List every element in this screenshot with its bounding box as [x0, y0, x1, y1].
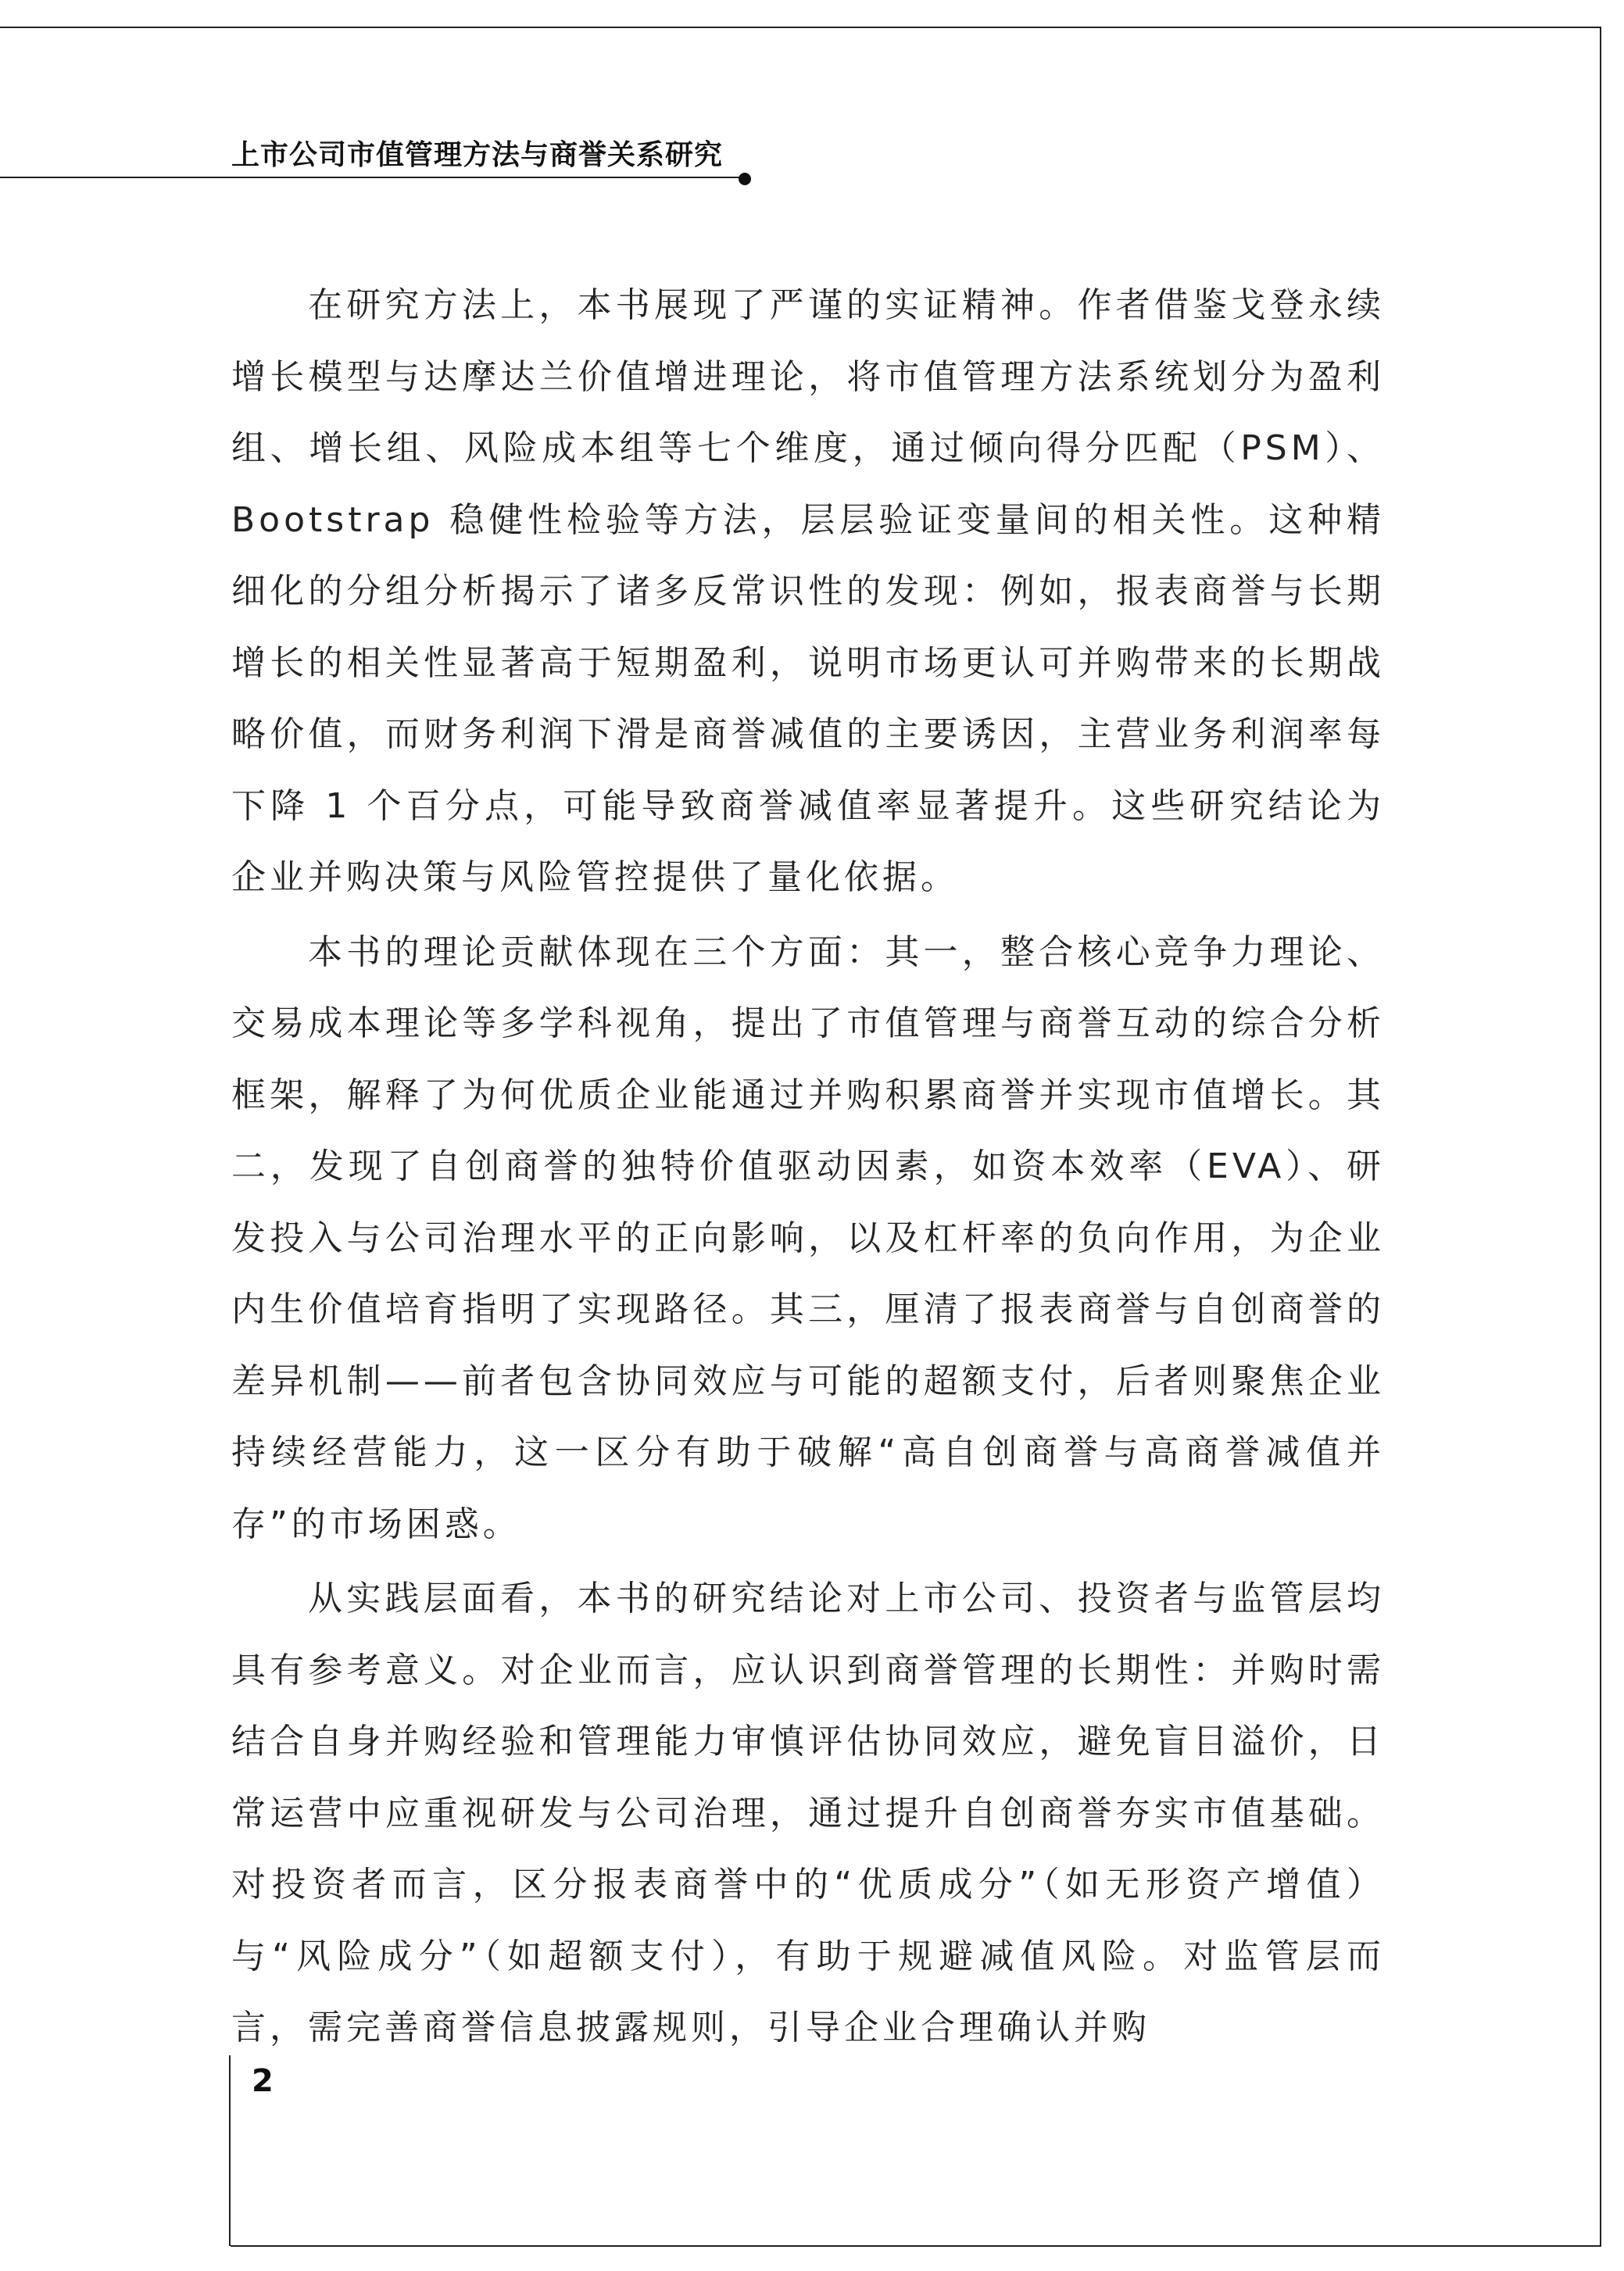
paragraph-research-method: 在研究方法上，本书展现了严谨的实证精神。作者借鉴戈登永续增长模型与达摩达兰价值增进理论，将市值管理方法系统划分为盈利组、增长组、风险成本组等七个维度，通过倾向得分匹配（PSM）、Bootstrap 稳健性检验等方法，层层验证变量间的相关性。这种精细化的分组分析揭示了诸多反常识性的发现：例如，报表商誉与长期增长的相关性显著高于短期盈利，说明市场更认可并购带来的长期战略价值，而财务利润下滑是商誉减值的主要诱因，主营业务利润率每下降 1 个百分点，可能导致商誉减值率显著提升。这些研究结论为企业并购决策与风险管控提供了量化依据。: [231, 285, 1385, 897]
page-frame-bottom-rule: [231, 2245, 1601, 2247]
header-rule: [0, 177, 746, 178]
paragraph-theoretical-contribution: 本书的理论贡献体现在三个方面：其一，整合核心竞争力理论、交易成本理论等多学科视角，提出了市值管理与商誉互动的综合分析框架，解释了为何优质企业能通过并购积累商誉并实现市值增长。其二，发现了自创商誉的独特价值驱动因素，如资本效率（EVA）、研发投入与公司治理水平的正向影响，以及杠杆率的负向作用，为企业内生价值培育指明了实现路径。其三，厘清了报表商誉与自创商誉的差异机制——前者包含协同效应与可能的超额支付，后者则聚焦企业持续经营能力，这一区分有助于破解“高自创商誉与高商誉减值并存”的市场困惑。: [231, 932, 1385, 1544]
running-title: 上市公司市值管理方法与商誉关系研究: [231, 138, 724, 171]
body-text: [231, 270, 1385, 2064]
paragraph-practical-implications: 从实践层面看，本书的研究结论对上市公司、投资者与监管层均具有参考意义。对企业而言，应认识到商誉管理的长期性：并购时需结合自身并购经验和管理能力审慎评估协同效应，避免盲目溢价，日常运营中应重视研发与公司治理，通过提升自创商誉夯实市值基础。对投资者而言，区分报表商誉中的“优质成分”（如无形资产增值）与“风险成分”（如超额支付），有助于规避减值风险。对监管层而言，需完善商誉信息披露规则，引导企业合理确认并购: [231, 1579, 1385, 2047]
header-dot-ornament: [739, 173, 751, 185]
page-frame-left-rule: [229, 2055, 231, 2246]
page-number: 2: [252, 2063, 274, 2099]
page-frame-right-rule: [1600, 27, 1601, 2246]
page-frame-top-rule: [0, 27, 1601, 28]
